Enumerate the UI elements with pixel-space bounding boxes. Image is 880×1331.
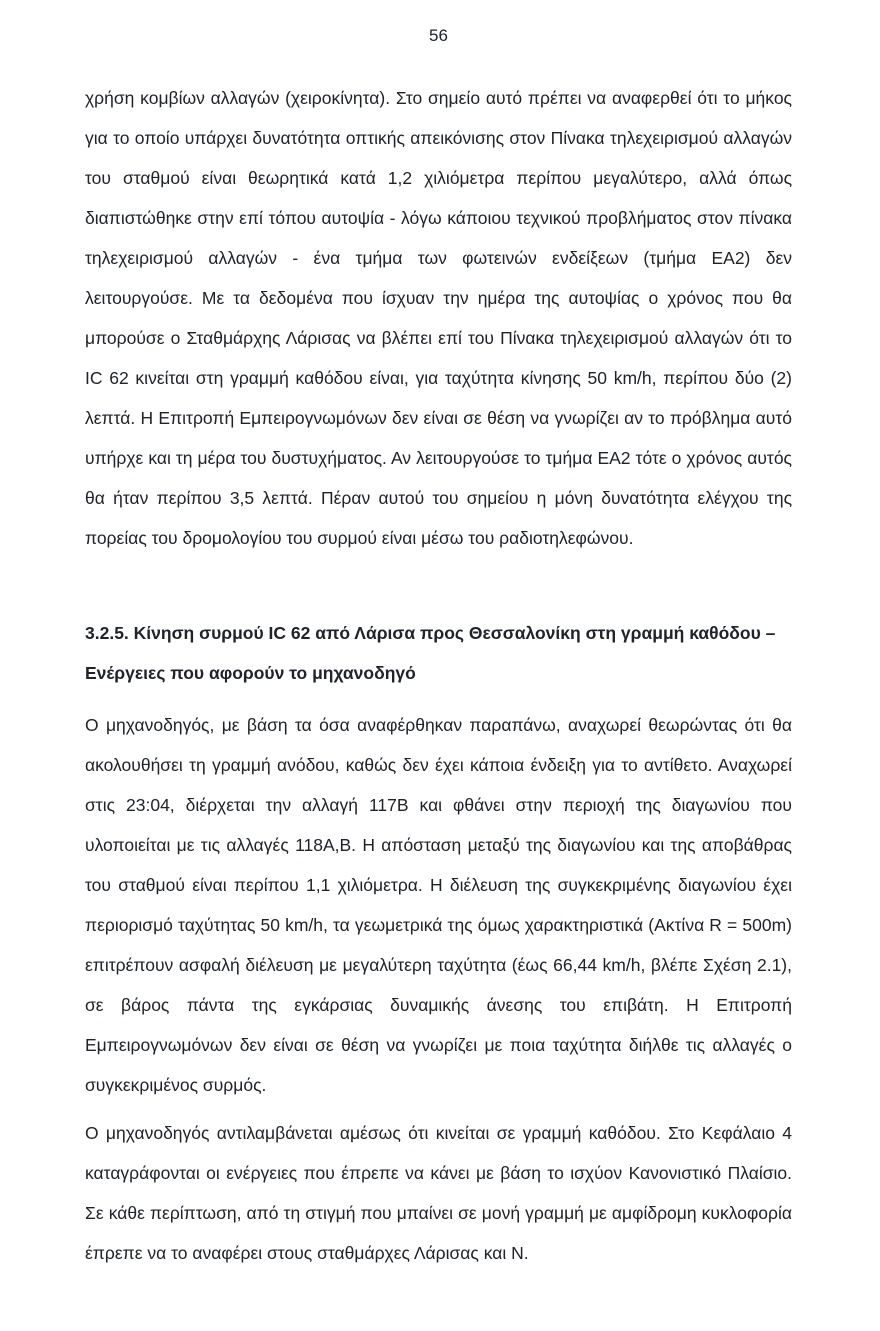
page-number: 56 [429, 26, 448, 45]
paragraph-remote-control-panel: χρήση κομβίων αλλαγών (χειροκίνητα). Στο σημείο αυτό πρέπει να αναφερθεί ότι το μήκος για το οποίο υπάρχει δυνατότητα οπτικής απεικόνισης στον Πίνακα τηλεχειρισμού αλλαγών του σταθμού είναι θεωρητικά κατά 1,2 χιλιόμετρα περίπου μεγαλύτερο, αλλά όπως διαπιστώθηκε στην επί τόπου αυτοψία - λόγω κάποιου τεχνικού προβλήματος στον πίνακα τηλεχειρισμού αλλαγών - ένα τμήμα των φωτεινών ενδείξεων (τμήμα ΕΑ2) δεν λειτουργούσε. Με τα δεδομένα που ίσχυαν την ημέρα της αυτοψίας ο χρόνος που θα μπορούσε ο Σταθμάρχης Λάρισας να βλέπει επί του Πίνακα τηλεχειρισμού αλλαγών ότι το IC 62 κινείται στη γραμμή καθόδου είναι, για ταχύτητα κίνησης 50 km/h, περίπου δύο (2) λεπτά. Η Επιτροπή Εμπειρογνωμόνων δεν είναι σε θέση να γνωρίζει αν το πρόβλημα αυτό υπήρχε και τη μέρα του δυστυχήματος. Αν λειτουργούσε το τμήμα ΕΑ2 τότε ο χρόνος αυτός θα ήταν περίπου 3,5 λεπτά. Πέραν αυτού του σημείου η μόνη δυνατότητα ελέγχου της πορείας του δρομολογίου του συρμού είναι μέσω του ραδιοτηλεφώνου. [85, 88, 792, 548]
page-body [85, 78, 792, 1273]
paragraph-driver-realization: Ο μηχανοδηγός αντιλαμβάνεται αμέσως ότι κινείται σε γραμμή καθόδου. Στο Κεφάλαιο 4 καταγράφονται οι ενέργειες που έπρεπε να κάνει με βάση το ισχύον Κανονιστικό Πλαίσιο. Σε κάθε περίπτωση, από τη στιγμή που μπαίνει σε μονή γραμμή με αμφίδρομη κυκλοφορία έπρεπε να το αναφέρει στους σταθμάρχες Λάρισας και Ν. [85, 1123, 792, 1263]
section-heading-3-2-5: 3.2.5. Κίνηση συρμού IC 62 από Λάρισα προς Θεσσαλονίκη στη γραμμή καθόδου – Ενέργειες που αφορούν το μηχανοδηγό [85, 623, 776, 683]
paragraph-driver-departure: Ο μηχανοδηγός, με βάση τα όσα αναφέρθηκαν παραπάνω, αναχωρεί θεωρώντας ότι θα ακολουθήσει τη γραμμή ανόδου, καθώς δεν έχει κάποια ένδειξη για το αντίθετο. Αναχωρεί στις 23:04, διέρχεται την αλλαγή 117Β και φθάνει στην περιοχή της διαγωνίου που υλοποιείται με τις αλλαγές 118Α,Β. Η απόσταση μεταξύ της διαγωνίου και της αποβάθρας του σταθμού είναι περίπου 1,1 χιλιόμετρα. Η διέλευση της συγκεκριμένης διαγωνίου έχει περιορισμό ταχύτητας 50 km/h, τα γεωμετρικά της όμως χαρακτηριστικά (Ακτίνα R = 500m) επιτρέπουν ασφαλή διέλευση με μεγαλύτερη ταχύτητα (έως 66,44 km/h, βλέπε Σχέση 2.1), σε βάρος πάντα της εγκάρσιας δυναμικής άνεσης του επιβάτη. Η Επιτροπή Εμπειρογνωμόνων δεν είναι σε θέση να γνωρίζει με ποια ταχύτητα διήλθε τις αλλαγές ο συγκεκριμένος συρμός. [85, 715, 792, 1095]
